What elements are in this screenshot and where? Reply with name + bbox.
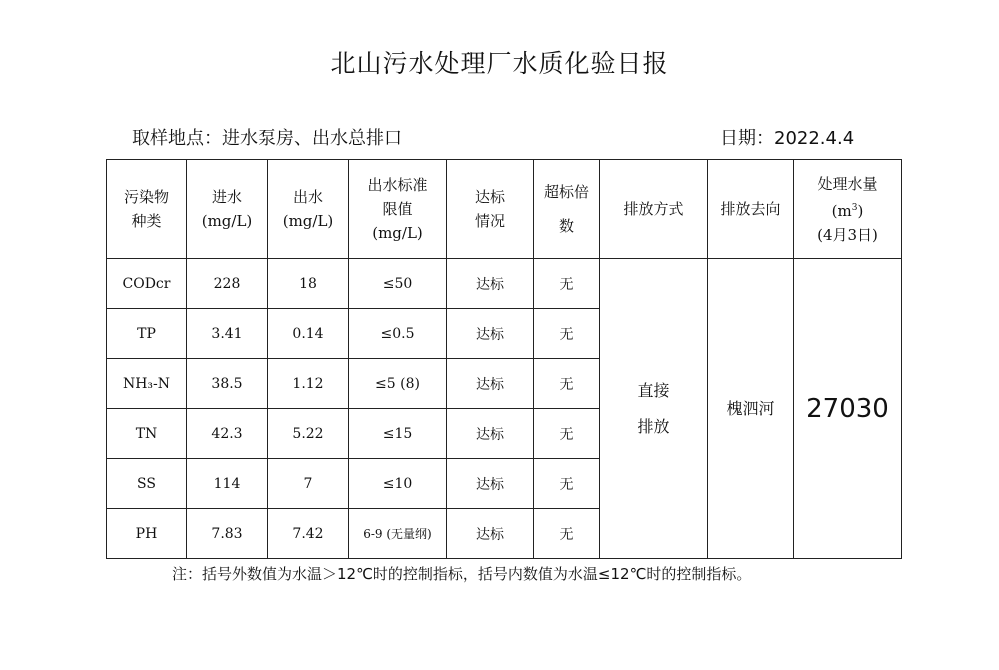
exceed-cell: 无 [534,459,600,509]
pollutant-cell: NH₃-N [107,359,187,409]
exceed-cell: 无 [534,309,600,359]
header-discharge-mode: 排放方式 [600,160,708,259]
effluent-cell: 7 [268,459,349,509]
pollutant-cell: PH [107,509,187,559]
footnote: 注：括号外数值为水温＞12℃时的控制指标，括号内数值为水温≤12℃时的控制指标。 [172,565,752,583]
limit-cell: ≤50 [349,259,447,309]
water-quality-table [106,159,902,559]
header-destination: 排放去向 [708,160,794,259]
exceed-cell: 无 [534,509,600,559]
compliance-cell: 达标 [447,459,534,509]
pollutant-cell: CODcr [107,259,187,309]
limit-cell: 6-9 (无量纲) [349,509,447,559]
report-date: 日期：2022.4.4 [720,128,855,149]
influent-cell: 228 [187,259,268,309]
influent-cell: 114 [187,459,268,509]
header-limit: 出水标准限值 (mg/L) [349,160,447,259]
compliance-cell: 达标 [447,409,534,459]
exceed-cell: 无 [534,409,600,459]
influent-cell: 42.3 [187,409,268,459]
pollutant-cell: TP [107,309,187,359]
discharge-mode-cell: 直接 排放 [600,259,708,559]
limit-cell: ≤15 [349,409,447,459]
compliance-cell: 达标 [447,359,534,409]
header-compliance: 达标情况 [447,160,534,259]
influent-cell: 38.5 [187,359,268,409]
limit-cell: ≤0.5 [349,309,447,359]
destination-cell: 槐泗河 [708,259,794,559]
header-influent: 进水 (mg/L) [187,160,268,259]
header-volume: 处理水量 $(m^3)$ (4月3日) [794,160,902,259]
compliance-cell: 达标 [447,259,534,309]
effluent-cell: 1.12 [268,359,349,409]
compliance-cell: 达标 [447,509,534,559]
effluent-cell: 18 [268,259,349,309]
header-exceed: 超标倍数 [534,160,600,259]
volume-cell: 27030 [794,259,902,559]
exceed-cell: 无 [534,359,600,409]
pollutant-cell: TN [107,409,187,459]
limit-cell: ≤5 (8) [349,359,447,409]
effluent-cell: 0.14 [268,309,349,359]
effluent-cell: 5.22 [268,409,349,459]
header-effluent: 出水 (mg/L) [268,160,349,259]
report-title: 北山污水处理厂水质化验日报 [330,49,669,78]
effluent-cell: 7.42 [268,509,349,559]
influent-cell: 7.83 [187,509,268,559]
table-row [107,259,902,309]
compliance-cell: 达标 [447,309,534,359]
limit-cell: ≤10 [349,459,447,509]
sampling-location: 取样地点：进水泵房、出水总排口 [132,128,402,149]
influent-cell: 3.41 [187,309,268,359]
pollutant-cell: SS [107,459,187,509]
header-row [107,160,902,259]
header-pollutant: 污染物种类 [107,160,187,259]
exceed-cell: 无 [534,259,600,309]
